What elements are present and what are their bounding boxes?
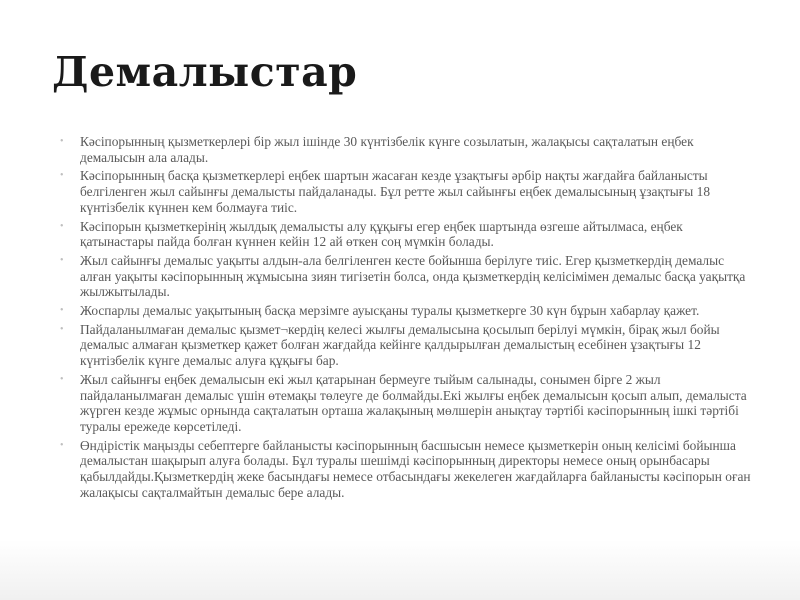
bullet-text: Өндірістік маңызды себептерге байланысты кәсіпорынның басшысын немесе қызметкерін оның келісімі бойынша демалыстан шақырып алуға болады. Бұл туралы шешімді кәсіпорынның директоры немесе оның орынбасары қабылдайды.Қызметкердің жеке басындағы немесе отбасындағы жекелеген жағдайларға байланысты кәсіпорын оған жалақысы сақталмайтын демалыс бере алады. <box>80 437 751 500</box>
bullet-text: Жыл сайынғы еңбек демалысын екі жыл қатарынан бермеуге тыйым салынады, сонымен бірге 2 жыл пайдаланылмаған демалыс үшін өтемақы төлеуге де болмайды.Екі жылғы еңбек демалысын қосып алып, демалыста жүрген кезде жұмыс орнында сақталатын орташа жалақының мөлшерін анықтау тәртібі кәсіпорынның ішкі тәртібі туралы ережеде көрсетіледі. <box>80 371 747 434</box>
bullet-list <box>58 134 758 503</box>
bullet-text: Кәсіпорынның қызметкерлері бір жыл ішінде 30 күнтізбелік күнге созылатын, жалақысы сақталатын еңбек демалысын ала алады. <box>80 134 694 165</box>
bullet-icon: • <box>60 254 64 266</box>
bullet-text: Жоспарлы демалыс уақытының басқа мерзімге ауысқаны туралы қызметкерге 30 күн бұрын хабарлау қажет. <box>80 303 700 319</box>
slide-title: Демалыстар <box>52 48 358 96</box>
bullet-item <box>58 134 758 165</box>
bullet-icon: • <box>60 220 64 232</box>
bullet-text: Кәсіпорын қызметкерінің жылдық демалысты алу құқығы егер еңбек шартында өзгеше айтылмаса, еңбек қатынастары пайда болған күннен кейін 12 ай өткен соң мүмкін болады. <box>80 218 683 250</box>
bullet-icon: • <box>60 373 64 385</box>
bullet-item <box>58 438 758 501</box>
bullet-icon: • <box>60 305 64 317</box>
bullet-item <box>58 322 758 369</box>
bullet-icon: • <box>60 323 64 335</box>
bullet-item <box>58 372 758 435</box>
bullet-text: Жыл сайынғы демалыс уақыты алдын-ала белгіленген кесте бойынша берілуге тиіс. Егер қызметкердің демалыс алған уақыты кәсіпорынның жұмысына зиян тигізетін болса, онда қызметкердің келісімімен демалыс басқа уақытқа жылжытылады. <box>80 252 746 300</box>
bullet-item <box>58 168 758 215</box>
bullet-icon: • <box>60 170 64 182</box>
bullet-item <box>58 219 758 250</box>
bullet-icon: • <box>60 439 64 451</box>
bullet-item <box>58 253 758 300</box>
bullet-text: Кәсіпорынның басқа қызметкерлері еңбек шартын жасаған кезде ұзақтығы әрбір нақты жағдайға байланысты белгіленген жыл сайынғы демалысты пайдаланады. Бұл ретте жыл сайынғы еңбек демалысының ұзақтығы 18 күнтізбелік күннен кем болмауға тиіс. <box>80 168 711 215</box>
bullet-icon: • <box>60 136 64 147</box>
bullet-item <box>58 303 758 319</box>
bullet-text: Пайдаланылмаған демалыс қызмет¬кердің келесі жылғы демалысына қосылып берілуі мүмкін, бірақ жыл бойы демалыс алмаған қызметкер қажет болған жағдайда кейінге қалдырылған демалыстың есебінен ұзақтығы 12 күнтізбелік күнге демалыс алуға құқығы бар. <box>80 321 720 369</box>
bottom-fade <box>0 540 800 600</box>
